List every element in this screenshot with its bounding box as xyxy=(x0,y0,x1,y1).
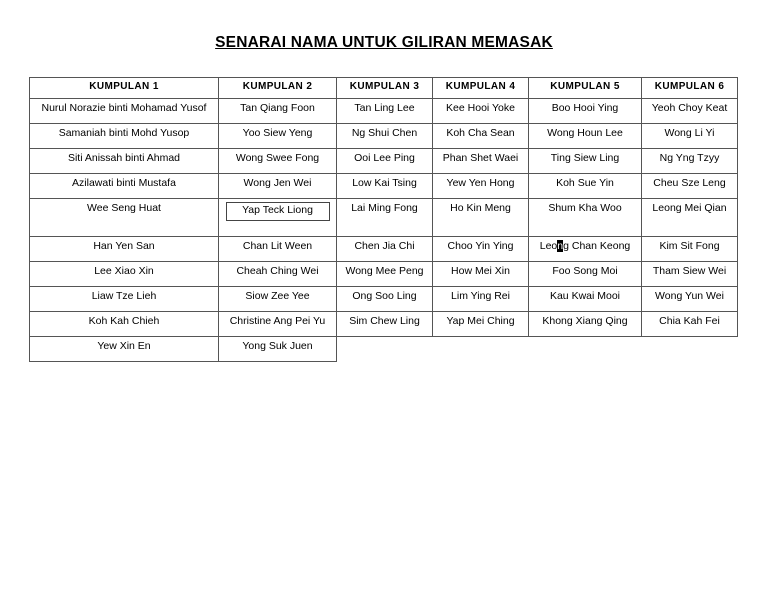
text-cursor-highlight: n xyxy=(557,240,564,252)
table-cell[interactable]: Yeoh Choy Keat xyxy=(642,99,738,124)
page-title: SENARAI NAMA UNTUK GILIRAN MEMASAK xyxy=(215,34,553,51)
table-cell[interactable]: Samaniah binti Mohd Yusop xyxy=(30,124,219,149)
table-cell[interactable]: Choo Yin Ying xyxy=(433,237,529,262)
table-cell[interactable]: Wong Li Yi xyxy=(642,124,738,149)
table-cell[interactable]: Koh Sue Yin xyxy=(529,174,642,199)
table-cell[interactable]: Kim Sit Fong xyxy=(642,237,738,262)
table-cell[interactable]: Ng Yng Tzyy xyxy=(642,149,738,174)
table-row xyxy=(30,287,738,312)
table-cell[interactable]: Siow Zee Yee xyxy=(219,287,337,312)
roster-table xyxy=(29,77,738,362)
table-cell[interactable]: Chen Jia Chi xyxy=(337,237,433,262)
table-row xyxy=(30,312,738,337)
table-cell[interactable]: How Mei Xin xyxy=(433,262,529,287)
table-cell[interactable]: Ng Shui Chen xyxy=(337,124,433,149)
table-cell[interactable]: Shum Kha Woo xyxy=(529,199,642,237)
table-cell[interactable]: Lee Xiao Xin xyxy=(30,262,219,287)
header-kumpulan-6: KUMPULAN 6 xyxy=(642,78,738,99)
table-cell[interactable]: Sim Chew Ling xyxy=(337,312,433,337)
header-kumpulan-3: KUMPULAN 3 xyxy=(337,78,433,99)
table-cell[interactable]: Khong Xiang Qing xyxy=(529,312,642,337)
table-row xyxy=(30,237,738,262)
table-row xyxy=(30,337,738,362)
table-cell[interactable]: Koh Cha Sean xyxy=(433,124,529,149)
table-cell[interactable]: Yew Xin En xyxy=(30,337,219,362)
selected-cell-box[interactable]: Yap Teck Liong xyxy=(226,202,330,221)
table-cell[interactable]: Wong Yun Wei xyxy=(642,287,738,312)
table-cell[interactable]: Tan Qiang Foon xyxy=(219,99,337,124)
header-kumpulan-5: KUMPULAN 5 xyxy=(529,78,642,99)
table-cell[interactable]: Wong Swee Fong xyxy=(219,149,337,174)
table-cell[interactable]: Lim Ying Rei xyxy=(433,287,529,312)
empty-cell xyxy=(433,337,529,362)
table-cell[interactable]: Siti Anissah binti Ahmad xyxy=(30,149,219,174)
table-cell[interactable]: Yap Mei Ching xyxy=(433,312,529,337)
table-cell[interactable]: Wong Mee Peng xyxy=(337,262,433,287)
table-cell[interactable]: Yew Yen Hong xyxy=(433,174,529,199)
table-cell[interactable]: Wong Jen Wei xyxy=(219,174,337,199)
table-row xyxy=(30,149,738,174)
table-cell[interactable]: Yong Suk Juen xyxy=(219,337,337,362)
table-cell[interactable] xyxy=(219,199,337,237)
table-row xyxy=(30,124,738,149)
table-cell[interactable]: Phan Shet Waei xyxy=(433,149,529,174)
table-cell[interactable]: Ho Kin Meng xyxy=(433,199,529,237)
table-cell[interactable]: Wee Seng Huat xyxy=(30,199,219,237)
text-after-cursor: g Chan Keong xyxy=(563,240,631,252)
header-row xyxy=(30,78,738,99)
table-row xyxy=(30,262,738,287)
table-cell[interactable]: Wong Houn Lee xyxy=(529,124,642,149)
table-cell[interactable]: Kee Hooi Yoke xyxy=(433,99,529,124)
table-cell[interactable]: Ong Soo Ling xyxy=(337,287,433,312)
table-cell[interactable]: Yoo Siew Yeng xyxy=(219,124,337,149)
table-cell[interactable]: Ooi Lee Ping xyxy=(337,149,433,174)
table-cell[interactable]: Cheu Sze Leng xyxy=(642,174,738,199)
table-row xyxy=(30,199,738,237)
table-row xyxy=(30,174,738,199)
table-cell[interactable]: Azilawati binti Mustafa xyxy=(30,174,219,199)
table-cell[interactable]: Lai Ming Fong xyxy=(337,199,433,237)
table-cell[interactable]: Nurul Norazie binti Mohamad Yusof xyxy=(30,99,219,124)
table-row xyxy=(30,99,738,124)
header-kumpulan-2: KUMPULAN 2 xyxy=(219,78,337,99)
table-cell[interactable]: Low Kai Tsing xyxy=(337,174,433,199)
table-cell[interactable]: Chia Kah Fei xyxy=(642,312,738,337)
text-before-cursor: Leo xyxy=(539,240,558,252)
header-kumpulan-4: KUMPULAN 4 xyxy=(433,78,529,99)
table-cell[interactable]: Han Yen San xyxy=(30,237,219,262)
header-kumpulan-1: KUMPULAN 1 xyxy=(30,78,219,99)
table-cell[interactable]: Liaw Tze Lieh xyxy=(30,287,219,312)
table-cell[interactable]: Leong Mei Qian xyxy=(642,199,738,237)
table-cell[interactable]: Chan Lit Ween xyxy=(219,237,337,262)
empty-cell xyxy=(642,337,738,362)
empty-cell xyxy=(337,337,433,362)
table-cell[interactable]: Koh Kah Chieh xyxy=(30,312,219,337)
table-cell-with-cursor[interactable] xyxy=(529,237,642,262)
table-cell[interactable]: Boo Hooi Ying xyxy=(529,99,642,124)
table-cell[interactable]: Kau Kwai Mooi xyxy=(529,287,642,312)
table-cell[interactable]: Christine Ang Pei Yu xyxy=(219,312,337,337)
empty-cell xyxy=(529,337,642,362)
table-cell[interactable]: Tham Siew Wei xyxy=(642,262,738,287)
table-cell[interactable]: Foo Song Moi xyxy=(529,262,642,287)
table-cell[interactable]: Ting Siew Ling xyxy=(529,149,642,174)
table-cell[interactable]: Tan Ling Lee xyxy=(337,99,433,124)
table-cell[interactable]: Cheah Ching Wei xyxy=(219,262,337,287)
